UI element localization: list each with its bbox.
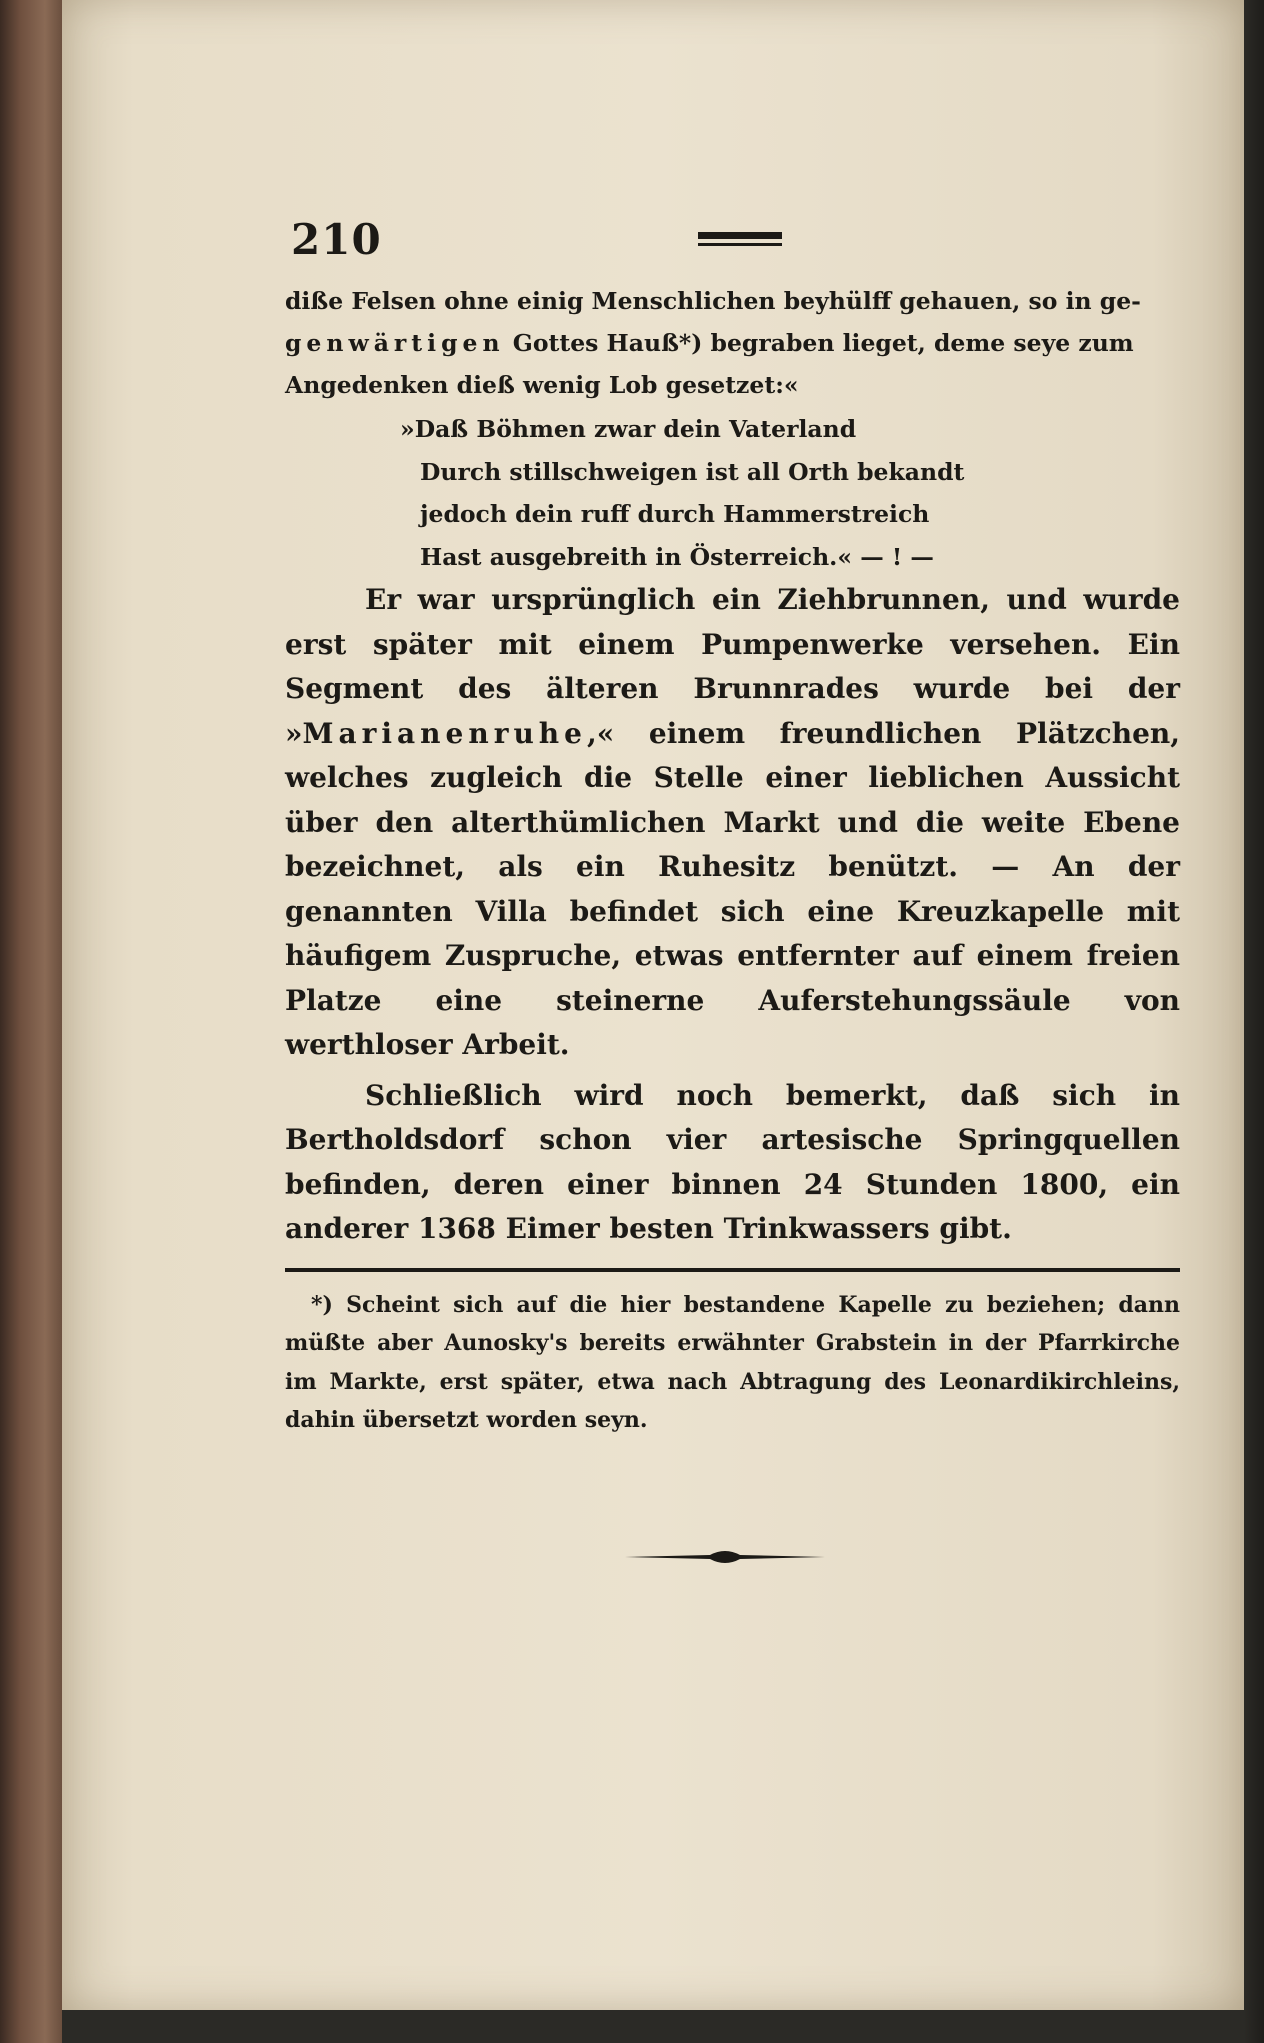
paragraph-1-text-a: Er war ursprünglich ein Ziehbrunnen, und wurde erst später mit einem Pumpenwerke versehen. Ein Segment des älteren Brunnrades wurde bei der » <box>285 583 1180 750</box>
poem-line: Durch stillschweigen ist all Orth bekandt <box>420 457 965 486</box>
spaced-word-gegenwaertigen: genwärtigen <box>285 329 505 357</box>
body-paragraph-2: Schließlich wird noch bemerkt, daß sich in Bertholdsdorf schon vier artesische Springquellen befinden, deren einer binnen 24 Stunden 1800, ein anderer 1368 Eimer besten Trinkwassers gibt. <box>285 1078 1180 1245</box>
poem-line: »Daß Böhmen zwar dein Vaterland <box>400 415 857 443</box>
continuation-line-3: Angedenken dieß wenig Lob gesetzet:« <box>285 371 799 399</box>
spaced-word-marianenruhe: Marianenruhe <box>302 716 587 750</box>
tail-ornament <box>625 1545 825 1569</box>
header-rule <box>698 232 782 246</box>
paragraph-1-text-b: ,« einem freundlichen Plätzchen, welches zugleich die Stelle einer lieblichen Aussicht über den alterthümlichen Markt und die weite Ebene bezeichnet, als ein Ruhesitz benützt. — An der genannten Villa befindet sich eine Kreuzkapelle mit häufigem Zuspruche, etwas entfernter auf einem freien Platze eine steinerne Auferstehungssäule von werthloser Arbeit. <box>285 716 1180 1061</box>
page-header <box>285 210 1180 280</box>
footnote-marker: *) <box>311 1291 333 1318</box>
poem-line: jedoch dein ruff durch Hammerstreich <box>420 500 930 528</box>
continuation-line-2: Gottes Hauß*) begraben lieget, deme seye zum <box>504 329 1134 357</box>
inscription-poem <box>400 408 1180 578</box>
book-binding <box>0 0 70 2043</box>
footnote <box>285 1286 1180 1440</box>
page-content <box>285 210 1180 1440</box>
body-paragraph-1 <box>285 578 1180 1068</box>
page-right-edge <box>1244 0 1264 2043</box>
continuation-paragraph <box>285 280 1180 406</box>
footnote-rule <box>285 1268 1180 1272</box>
poem-line: Hast ausgebreith in Österreich.« — ! — <box>420 542 934 571</box>
continuation-line-1: diße Felsen ohne einig Menschlichen beyhülff gehauen, so in ge- <box>285 287 1141 315</box>
page-bottom-edge <box>62 2010 1247 2043</box>
footnote-text: Scheint sich auf die hier bestandene Kapelle zu beziehen; dann müßte aber Aunosky's bereits erwähnter Grabstein in der Pfarrkirche im Markte, erst später, etwa nach Abtragung des Leonardikirchleins, dahin übersetzt worden seyn. <box>285 1291 1180 1433</box>
page-number: 210 <box>291 215 382 264</box>
